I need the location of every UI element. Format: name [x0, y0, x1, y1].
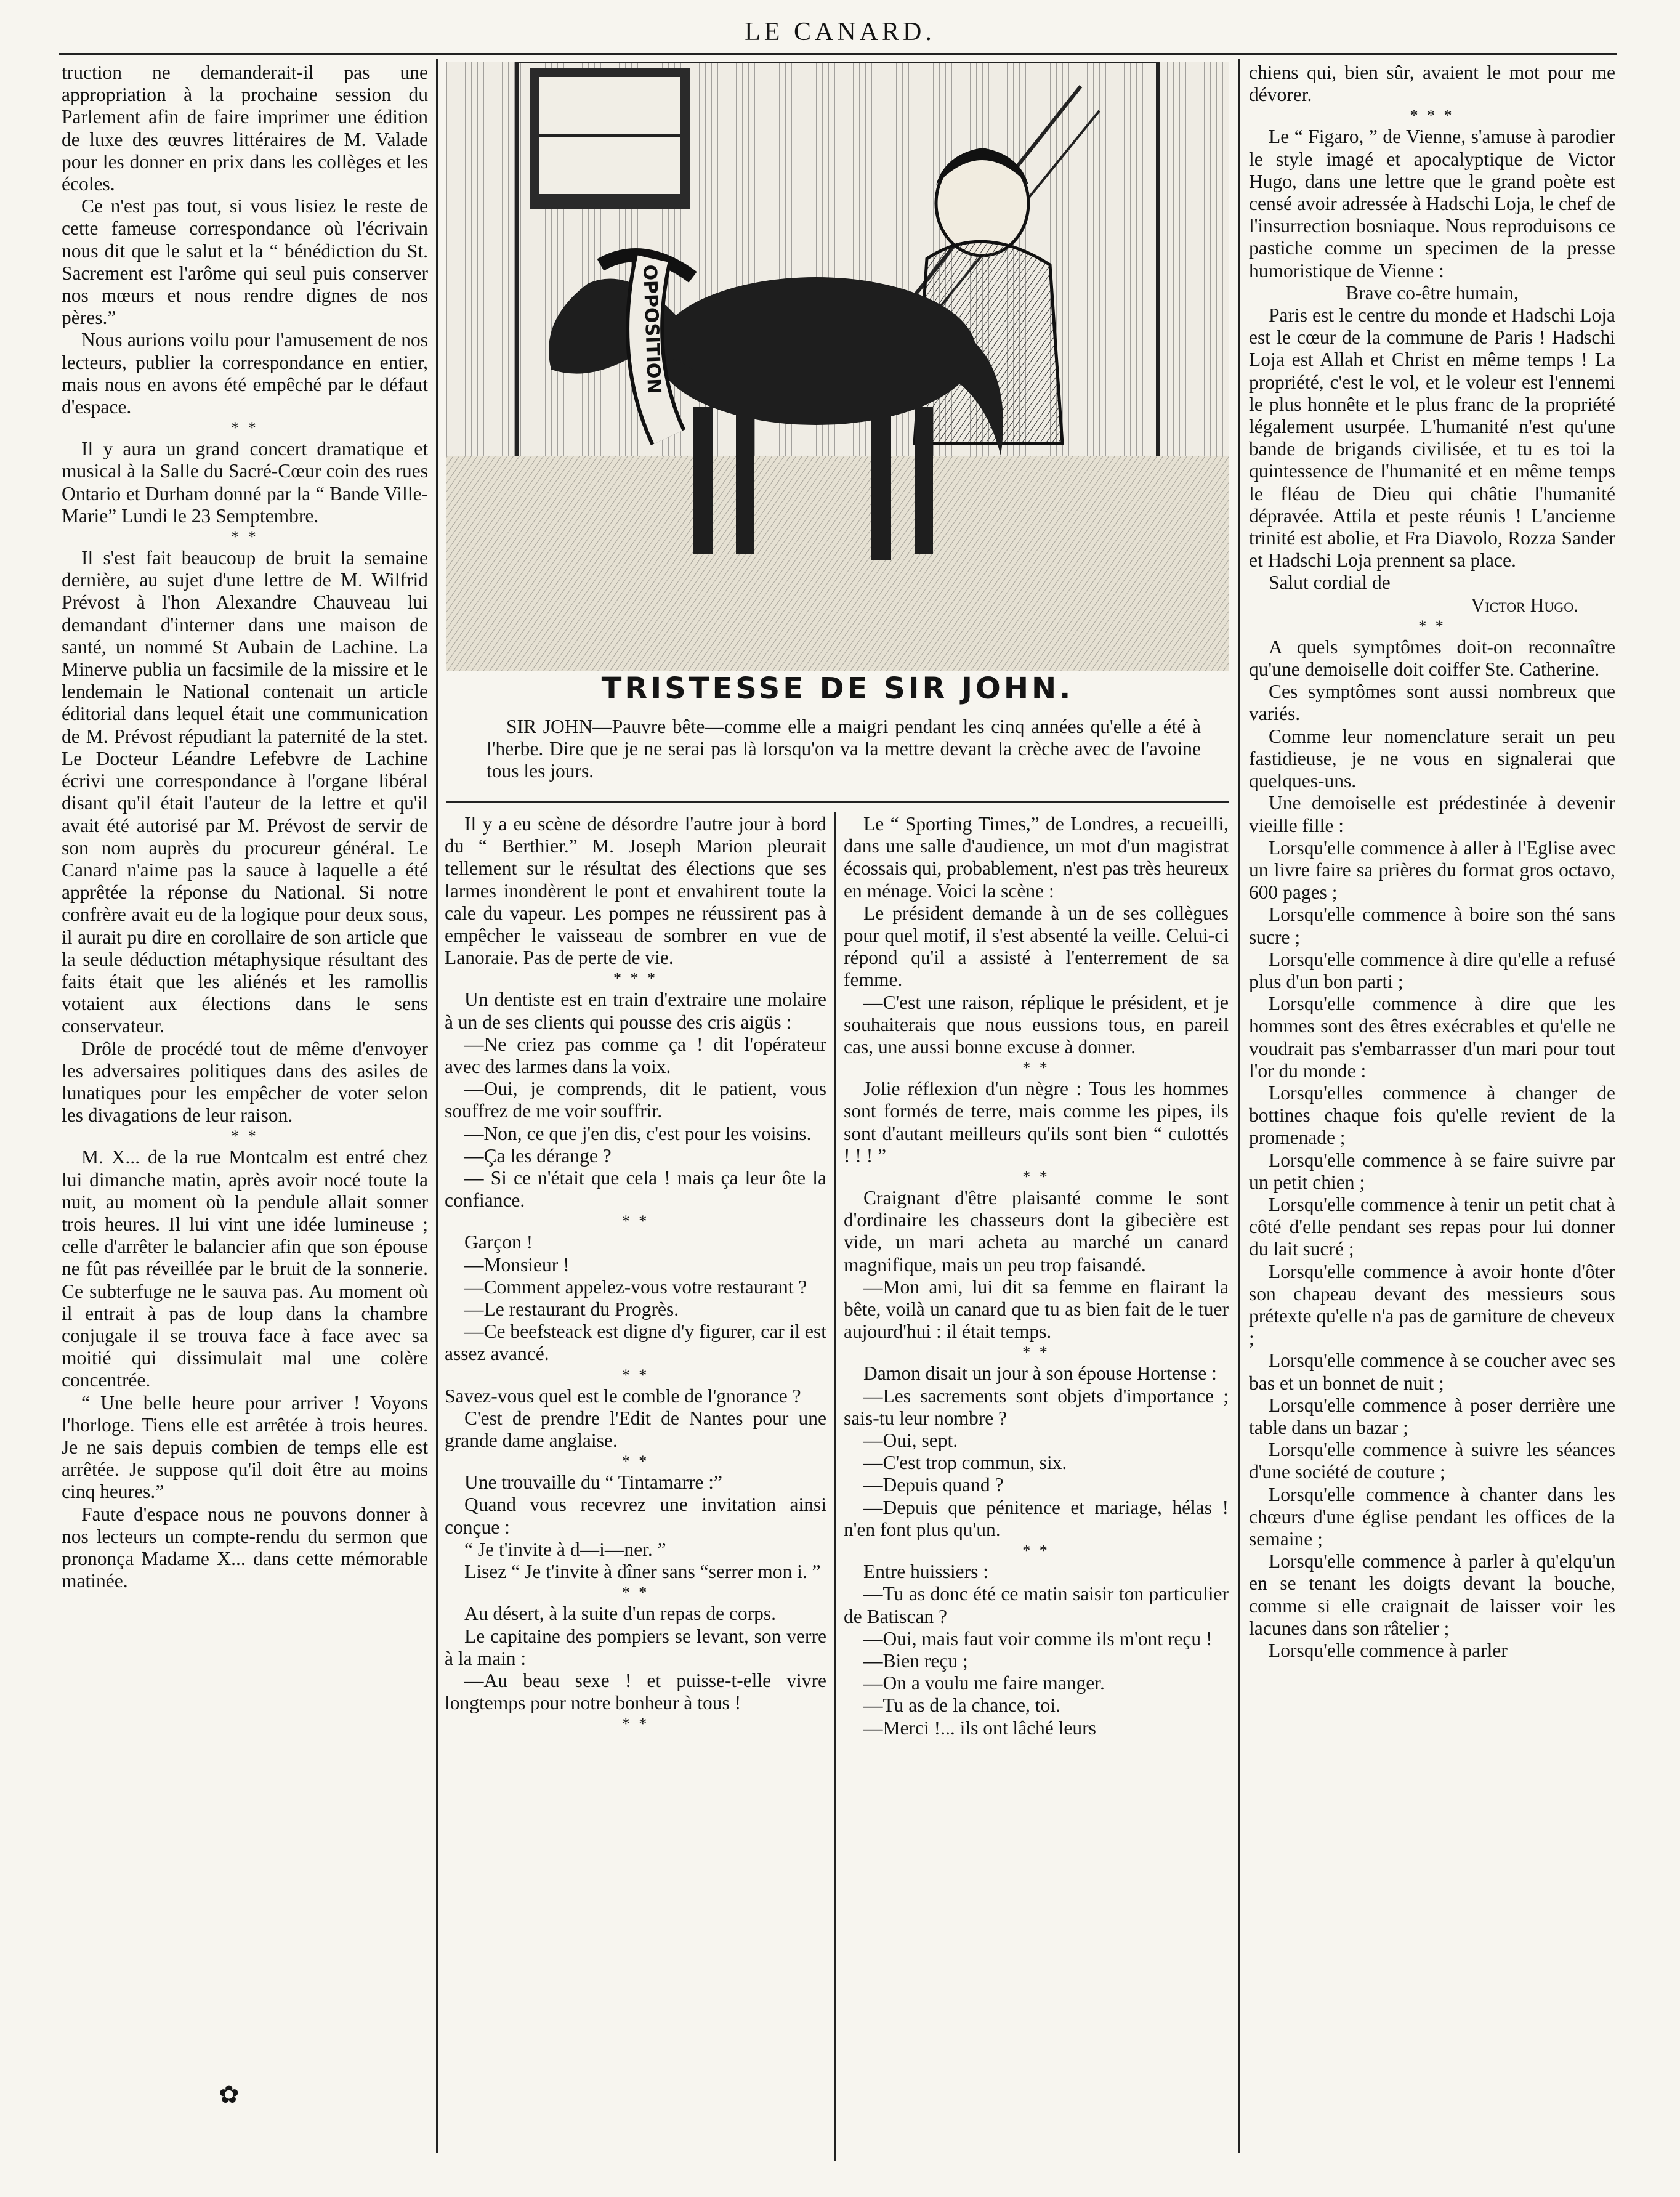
paragraph: —Mon ami, lui dit sa femme en flairant la bête, voilà un canard que tu as bien fait de le tuer aujourd'hui : il était temps. [844, 1276, 1229, 1343]
paragraph: Lorsqu'elle commence à dire que les hommes sont des êtres exécrables et qu'elle ne voudrait pas s'embarrasser d'un mari pour tout l'or du monde : [1249, 993, 1615, 1082]
paragraph: Lorsqu'elles commence à changer de bottines chaque fois qu'elle revient de la promenade ; [1249, 1082, 1615, 1149]
separator-stars: * * [621, 1452, 650, 1471]
horse-cartoon-drawing [446, 62, 1229, 671]
paragraph: Il y aura un grand concert dramatique et musical à la Salle du Sacré-Cœur coin des rues Ontario et Durham donné par la “ Bande Ville-Marie” Lundi le 23 Semptembre. [62, 438, 428, 527]
paragraph: —Oui, sept. [863, 1430, 958, 1452]
paragraph: —Au beau sexe ! et puisse-t-elle vivre longtemps pour notre bonheur à tous ! [445, 1669, 826, 1714]
paragraph: Craignant d'être plaisanté comme le sont d'ordinaire les chasseurs dont la gibecière est vide, un mari acheta au marché un canard magnifique, mais un peu trop faisandé. [844, 1187, 1229, 1276]
paragraph: —Depuis que pénitence et mariage, hélas ! n'en font plus qu'un. [844, 1496, 1229, 1540]
paragraph: Lorsqu'elle commence à se faire suivre par un petit chien ; [1249, 1149, 1615, 1193]
paragraph: —On a voulu me faire manger. [863, 1672, 1105, 1694]
separator-stars: * * [621, 1584, 650, 1602]
header-rule [59, 53, 1617, 55]
paragraph: Garçon ! [464, 1231, 533, 1253]
masthead: LE CANARD. [745, 18, 935, 46]
paragraph: Il y a eu scène de désordre l'autre jour à bord du “ Berthier.” M. Joseph Marion pleurait tellement sur le résultat des élections que ses larmes inondèrent le pont et envahirent toute la cale du vapeur. Les pompes ne réussirent pas à empêcher le vaisseau de sombrer en vue de Lanoraie. Pas de perte de vie. [445, 813, 826, 969]
separator-stars: * * * [613, 969, 658, 988]
separator-stars: * * [1022, 1059, 1050, 1077]
separator-stars: * * [1022, 1343, 1050, 1362]
paragraph: Lorsqu'elle commence à parler à qu'elqu'un en se tenant les doigts devant la bouche, comme si elle craignait de laisser voir les lacunes dans son râtelier ; [1249, 1550, 1615, 1639]
paragraph: Savez-vous quel est le comble de l'gnorance ? [445, 1385, 801, 1407]
paragraph: Brave co-être humain, [1346, 281, 1519, 304]
paragraph: Le capitaine des pompiers se levant, son verre à la main : [445, 1625, 826, 1669]
separator-stars: * * * [1410, 107, 1455, 125]
paragraph: —Tu as de la chance, toi. [863, 1694, 1060, 1717]
separator-stars: * * [621, 1715, 650, 1733]
paragraph: “ Une belle heure pour arriver ! Voyons l'horloge. Tiens elle est arrêtée à trois heures. Je ne sais depuis combien de temps elle est arrêtée. Je suppose qu'il doit être au moins cinq heures.” [62, 1391, 428, 1503]
separator-stars: * * [1022, 1168, 1050, 1186]
paragraph: —Le restaurant du Progrès. [464, 1298, 679, 1321]
paragraph: Lorsqu'elle commence à parler [1269, 1640, 1508, 1662]
paragraph: Une trouvaille du “ Tintamarre :” [464, 1471, 723, 1494]
paragraph: Lorsqu'elle commence à aller à l'Eglise avec un livre faire sa prières du format gros octavo, 600 pages ; [1249, 836, 1615, 904]
paragraph: Il s'est fait beaucoup de bruit la semaine dernière, au sujet d'une lettre de M. Wilfrid Prévost à l'hon Alexandre Chauveau lui demandant d'interner dans une maison de santé, un nommé St Aubain de Lachine. La Minerve publia un facsimile de la missire et le lendemain le National contenait un article éditorial dans lequel était une communication de M. Prévost répudiant la paternité de la stet. Le Docteur Léandre Lefebvre de Lachine écrivi une correspondance à l'organe libéral disant qu'il était l'auteur de la lettre et qu'il avait été autorisé par M. Prévost de servir de son nom auprès du procureur général. Le Canard n'aime pas la sauce à laquelle a été apprêtée la réponse du National. Si notre confrère avait eu de la logique pour deux sous, il aurait pu dire en corollaire de son article que la seule déduction métaphysique résultant des faits était que les aliénés et les ramollis votaient aux élections dans le sens conservateur. [62, 547, 428, 1037]
paragraph: —Tu as donc été ce matin saisir ton particulier de Batiscan ? [844, 1583, 1229, 1627]
separator-stars: * * [231, 419, 259, 437]
paragraph: —C'est une raison, réplique le président, et je souhaiterais que nous eussions tous, en pareil cas, une aussi bonne excuse à donner. [844, 991, 1229, 1058]
paragraph: Lorsqu'elle commence à boire son thé sans sucre ; [1249, 904, 1615, 948]
column-3 [844, 813, 1229, 2156]
column-rule-4 [1238, 59, 1240, 2153]
paragraph: Un dentiste est en train d'extraire une molaire à un de ses clients qui pousse des cris aigüs : [445, 989, 826, 1033]
paragraph: —Oui, je comprends, dit le patient, vous souffrez de me voir souffrir. [445, 1078, 826, 1122]
separator-stars: * * [1418, 617, 1446, 635]
paragraph: Quand vous recevrez une invitation ainsi conçue : [445, 1494, 826, 1538]
paragraph: Ce n'est pas tout, si vous lisiez le reste de cette fameuse correspondance où l'écrivain nous dit que le salut et la “ bénédiction du St. Sacrement est l'arôme qui seul puis conserver nos mœurs et nous rendre dignes de nos pères.” [62, 195, 428, 329]
column-1 [62, 62, 428, 2143]
paragraph: Au désert, à la suite d'un repas de corps. [464, 1603, 777, 1625]
separator-stars: * * [1022, 1542, 1050, 1560]
paragraph: Paris est le centre du monde et Hadschi Loja est le cœur de la commune de Paris ! Hadschi Loja est Allah et Christ en même temps ! La propriété, c'est le vol, et le voleur est l'ennemi le plus honnête et le plus franc de la propriété légalement usurpée. L'humanité n'est qu'une bande de brigands civilisée, et tu es toi la quintessence de l'humanité et en même temps le fléau de Dieu qui châtie l'humanité dépravée. Attila et peste réunis ! L'ancienne trinité est abolie, et Fra Diavolo, Rozza Sander et Hadschi Loja prennent sa place. [1249, 304, 1615, 572]
paragraph: —Les sacrements sont objets d'importance ; sais-tu leur nombre ? [844, 1385, 1229, 1429]
paragraph: —Ne criez pas comme ça ! dit l'opérateur avec des larmes dans la voix. [445, 1033, 826, 1078]
paragraph: Nous aurions voilu pour l'amusement de nos lecteurs, publier la correspondance en entier, mais nous en avons été empêché par le défaut d'espace. [62, 329, 428, 418]
paragraph: —C'est trop commun, six. [863, 1452, 1067, 1474]
separator-stars: * * [621, 1212, 650, 1231]
paragraph: —Monsieur ! [464, 1253, 570, 1276]
paragraph: Faute d'espace nous ne pouvons donner à nos lecteurs un compte-rendu du sermon que prononça Madame X... dans cette mémorable matinée. [62, 1503, 428, 1592]
paragraph: Jolie réflexion d'un nègre : Tous les hommes sont formés de terre, mais comme les pipes, ils sont d'autant meilleurs qu'ils sont bien “ culottés ! ! ! ” [844, 1078, 1229, 1167]
paragraph: Drôle de procédé tout de même d'envoyer les adversaires politiques dans des asiles de lunatiques pour les empêcher de voter selon les divagations de leur raison. [62, 1037, 428, 1127]
paragraph: Une demoiselle est prédestinée à devenir vieille fille : [1249, 792, 1615, 836]
paragraph: Damon disait un jour à son épouse Hortense : [863, 1362, 1217, 1385]
paragraph: A quels symptômes doit-on reconnaître qu'une demoiselle doit coiffer Ste. Catherine. [1249, 636, 1615, 681]
column-rule-1 [436, 59, 438, 2153]
paragraph: Salut cordial de [1269, 572, 1391, 594]
paragraph: —Ça les dérange ? [464, 1144, 612, 1167]
paragraph: C'est de prendre l'Edit de Nantes pour une grande dame anglaise. [445, 1407, 826, 1452]
column-4 [1249, 62, 1615, 2143]
paragraph: —Comment appelez-vous votre restaurant ? [464, 1276, 807, 1298]
paragraph: Lorsqu'elle commence à tenir un petit chat à côté d'elle pendant ses repas pour lui donner du lait sucré ; [1249, 1193, 1615, 1260]
paragraph: Lisez “ Je t'invite à dîner sans “serrer mon i. ” [464, 1561, 821, 1583]
caption-rule [446, 801, 1229, 803]
column-rule-2 [834, 812, 836, 2161]
paragraph: —Depuis quand ? [863, 1474, 1004, 1496]
paragraph: Lorsqu'elle commence à poser derrière une table dans un bazar ; [1249, 1394, 1615, 1438]
paragraph: Le “ Sporting Times,” de Londres, a recueilli, dans une salle d'audience, un mot d'un magistrat écossais qui, probablement, n'est pas très heureux en ménage. Voici la scène : [844, 813, 1229, 902]
paragraph: —Ce beefsteack est digne d'y figurer, car il est assez avancé. [445, 1321, 826, 1365]
cartoon-illustration [446, 62, 1229, 671]
paragraph: Lorsqu'elle commence à suivre les séances d'une société de couture ; [1249, 1439, 1615, 1483]
paragraph: “ Je t'invite à d—i—ner. ” [464, 1538, 666, 1560]
paragraph: —Merci !... ils ont lâché leurs [863, 1717, 1096, 1739]
paragraph: truction ne demanderait-il pas une appropriation à la prochaine session du Parlement afin de faire imprimer une édition de luxe des œuvres littéraires de M. Valade pour les donner en prix dans les collèges et les écoles. [62, 62, 428, 195]
paragraph: Lorsqu'elle commence à avoir honte d'ôter son chapeau devant des messieurs sous prétexte qu'elle n'a pas de garniture de cheveux ; [1249, 1260, 1615, 1349]
separator-stars: * * [231, 528, 259, 546]
paragraph: M. X... de la rue Montcalm est entré chez lui dimanche matin, après avoir nocé toute la nuit, au moment où la pendule allait sonner trois heures. Il lui vint une idée lumineuse ; celle d'arrêter le balancier afin que son épouse ne fût pas réveillée par le bruit de la sonnerie. Ce subterfuge ne le sauva pas. Au moment où il entrait à pas de loup dans la chambre conjugale il se trouva face à face avec sa moitié qui dissimulait mal une colère concentrée. [62, 1146, 428, 1391]
collar-label: OPPOSITION [639, 264, 665, 395]
paragraph: —Oui, mais faut voir comme ils m'ont reçu ! [863, 1627, 1213, 1649]
illustration-title: TRISTESSE DE SIR JOHN. [601, 671, 1074, 706]
paragraph: Le président demande à un de ses collègues pour quel motif, il s'est absenté la veille. Celui-ci répond qu'il a assisté à l'enterrement de sa femme. [844, 902, 1229, 991]
paragraph: Lorsqu'elle commence à se coucher avec ses bas et un bonnet de nuit ; [1249, 1349, 1615, 1394]
paragraph: — Si ce n'était que cela ! mais ça leur ôte la confiance. [445, 1167, 826, 1212]
separator-stars: * * [621, 1366, 650, 1384]
paragraph: —Non, ce que j'en dis, c'est pour les voisins. [464, 1122, 812, 1144]
paragraph: Ces symptômes sont aussi nombreux que variés. [1249, 681, 1615, 725]
paragraph: Lorsqu'elle commence à dire qu'elle a refusé plus d'un bon parti ; [1249, 948, 1615, 992]
column-2 [445, 813, 826, 2156]
illustration-caption: SIR JOHN—Pauvre bête—comme elle a maigri pendant les cinq années qu'elle a été à l'herbe. Dire que je ne serai pas là lorsqu'on va la mettre devant la crèche avec de l'avoine tous les jours. [487, 716, 1201, 782]
paragraph: —Bien reçu ; [863, 1649, 968, 1672]
paragraph: Entre huissiers : [863, 1561, 988, 1583]
ornament-icon: ✿ [219, 2081, 240, 2109]
paragraph: Comme leur nomenclature serait un peu fastidieuse, je ne vous en signalerai que quelques-uns. [1249, 725, 1615, 792]
signature: Victor Hugo. [1471, 594, 1578, 616]
paragraph: chiens qui, bien sûr, avaient le mot pour me dévorer. [1249, 62, 1615, 106]
separator-stars: * * [231, 1127, 259, 1146]
paragraph: Le “ Figaro, ” de Vienne, s'amuse à parodier le style imagé et apocalyptique de Victor Hugo, dans une lettre que le grand poète est censé avoir adressée à Hadschi Loja, le chef de l'insurrection bosniaque. Nous reproduisons ce pastiche comme un specimen de la presse humoristique de Vienne : [1249, 126, 1615, 281]
paragraph: Lorsqu'elle commence à chanter dans les chœurs d'une église pendant les offices de la semaine ; [1249, 1483, 1615, 1550]
